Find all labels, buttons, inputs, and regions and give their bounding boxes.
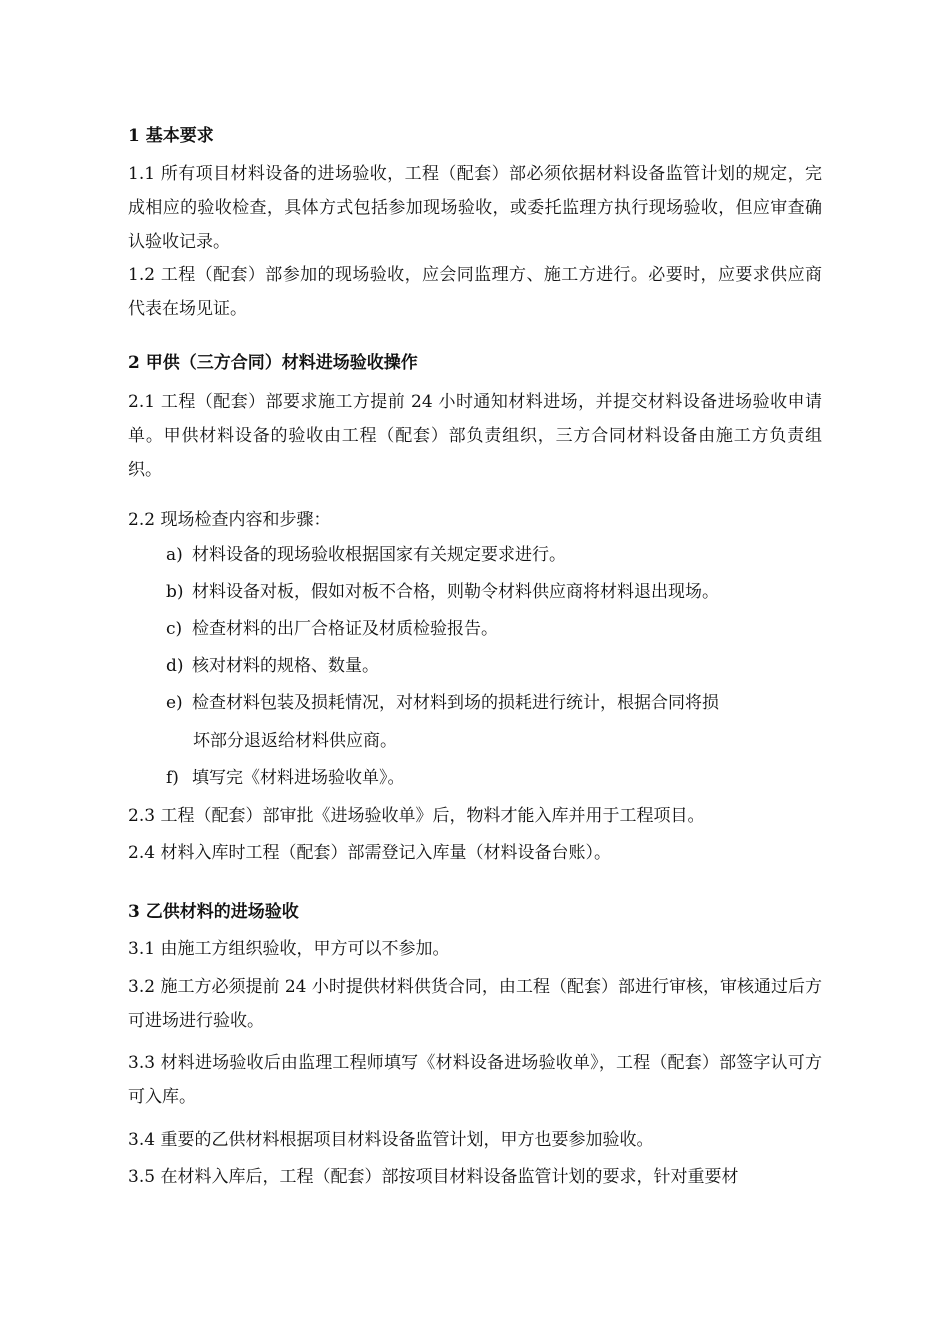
list-marker: d) xyxy=(166,656,184,676)
paragraph-1-1: 1.1 所有项目材料设备的进场验收，工程（配套）部必须依据材料设备监管计划的规定，完成相应的验收检查，具体方式包括参加现场验收，或委托监理方执行现场验收，但应审查确认验收记录。 xyxy=(128,164,822,252)
list-item-text: 材料设备的现场验收根据国家有关规定要求进行。 xyxy=(192,545,566,565)
list-item-text: 核对材料的规格、数量。 xyxy=(192,656,379,676)
list-marker: c) xyxy=(166,619,183,639)
list-item-e xyxy=(166,686,719,720)
paragraph-2-4: 2.4 材料入库时工程（配套）部需登记入库量（材料设备台账）。 xyxy=(128,843,611,863)
list-marker: e) xyxy=(166,693,183,713)
list-item-e-continuation: 坏部分退返给材料供应商。 xyxy=(193,731,397,751)
list-item-text: 检查材料的出厂合格证及材质检验报告。 xyxy=(192,619,498,639)
list-marker: a) xyxy=(166,545,183,565)
paragraph-3-1: 3.1 由施工方组织验收，甲方可以不参加。 xyxy=(128,939,450,959)
paragraph-2-1: 2.1 工程（配套）部要求施工方提前 24 小时通知材料进场，并提交材料设备进场验收申请单。甲供材料设备的验收由工程（配套）部负责组织，三方合同材料设备由施工方负责组织。 xyxy=(128,392,822,480)
paragraph-1-2: 1.2 工程（配套）部参加的现场验收，应会同监理方、施工方进行。必要时，应要求供应商代表在场见证。 xyxy=(128,265,822,319)
section-1-heading: 1 基本要求 xyxy=(128,126,214,146)
paragraph-3-5: 3.5 在材料入库后，工程（配套）部按项目材料设备监管计划的要求，针对重要材 xyxy=(128,1167,739,1187)
section-3-heading: 3 乙供材料的进场验收 xyxy=(128,902,299,922)
list-item-text: 检查材料包装及损耗情况，对材料到场的损耗进行统计，根据合同将损 xyxy=(192,693,719,713)
list-marker: f) xyxy=(166,768,179,788)
list-item-f xyxy=(166,761,405,795)
paragraph-3-3: 3.3 材料进场验收后由监理工程师填写《材料设备进场验收单》，工程（配套）部签字认可方可入库。 xyxy=(128,1053,822,1107)
section-2-heading: 2 甲供（三方合同）材料进场验收操作 xyxy=(128,353,418,373)
list-item-text: 填写完《材料进场验收单》。 xyxy=(192,768,405,788)
paragraph-3-2: 3.2 施工方必须提前 24 小时提供材料供货合同，由工程（配套）部进行审核，审核通过后方可进场进行验收。 xyxy=(128,977,822,1031)
list-marker: b) xyxy=(166,582,184,602)
list-item-text: 材料设备对板，假如对板不合格，则勒令材料供应商将材料退出现场。 xyxy=(192,582,719,602)
list-item-a xyxy=(166,538,566,572)
list-item-c xyxy=(166,612,498,646)
list-item-d xyxy=(166,649,379,683)
list-item-b xyxy=(166,575,719,609)
paragraph-2-2: 2.2 现场检查内容和步骤： xyxy=(128,510,331,530)
paragraph-3-4: 3.4 重要的乙供材料根据项目材料设备监管计划，甲方也要参加验收。 xyxy=(128,1130,654,1150)
paragraph-2-3: 2.3 工程（配套）部审批《进场验收单》后，物料才能入库并用于工程项目。 xyxy=(128,806,705,826)
